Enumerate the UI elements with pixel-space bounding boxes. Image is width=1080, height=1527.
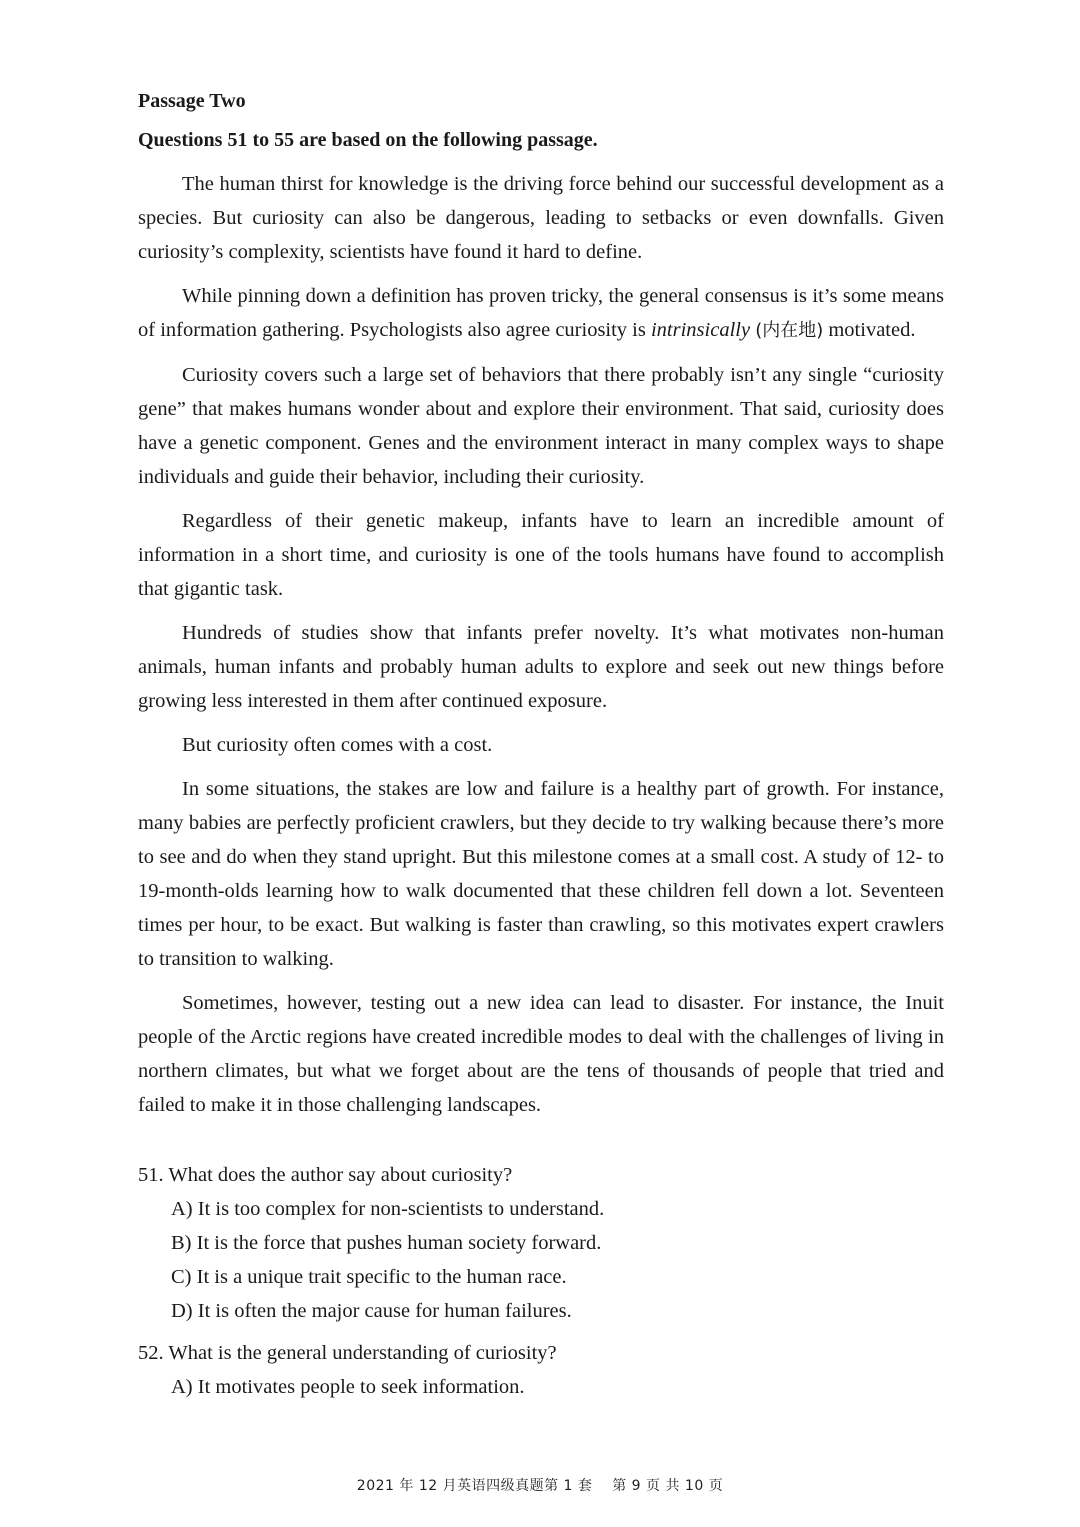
page-footer [0, 1475, 1080, 1495]
passage-title: Passage Two [138, 90, 246, 112]
option-d: D) It is often the major cause for human failures. [171, 1300, 572, 1322]
document-page [138, 88, 944, 1412]
paragraph-2-text: While pinning down a definition has proven tricky, the general consensus is it’s some means of information gathering. Psychologists also agree curiosity is [138, 285, 944, 341]
paragraph-4: Regardless of their genetic makeup, infants have to learn an incredible amount of information in a short time, and curiosity is one of the tools humans have found to accomplish that gigantic task. [138, 510, 944, 600]
paragraph-2-end: motivated. [823, 319, 916, 341]
question-list [138, 1158, 944, 1404]
question-stem: 52. What is the general understanding of curiosity? [138, 1342, 557, 1364]
passage-instruction: Questions 51 to 55 are based on the following passage. [138, 129, 598, 151]
option-a: A) It motivates people to seek information. [171, 1376, 525, 1398]
option-c: C) It is a unique trait specific to the human race. [171, 1266, 567, 1288]
question-stem: 51. What does the author say about curiosity? [138, 1164, 513, 1186]
paragraph-1: The human thirst for knowledge is the driving force behind our successful development as a species. But curiosity can also be dangerous, leading to setbacks or even downfalls. Given curiosity’s complexity, scientists have found it hard to define. [138, 173, 944, 263]
footer-page-number: 第 9 页 共 10 页 [612, 1478, 724, 1494]
paragraph-3: Curiosity covers such a large set of behaviors that there probably isn’t any single “curiosity gene” that makes humans wonder about and explore their environment. That said, curiosity does have a genetic component. Genes and the environment interact in many complex ways to shape individuals and guide their behavior, including their curiosity. [138, 364, 944, 488]
footer-exam-title: 2021 年 12 月英语四级真题第 1 套 [356, 1478, 593, 1494]
question-52 [138, 1336, 944, 1404]
paragraph-7: In some situations, the stakes are low and failure is a healthy part of growth. For instance, many babies are perfectly proficient crawlers, but they decide to try walking because there’s more to see and do when they stand upright. But this milestone comes at a small cost. A study of 12- to 19-month-olds learning how to walk documented that these children fell down a lot. Seventeen times per hour, to be exact. But walking is faster than crawling, so this motivates expert crawlers to transition to walking. [138, 778, 944, 970]
italic-term: intrinsically [650, 319, 751, 341]
chinese-gloss: (内在地) [755, 320, 824, 341]
option-a: A) It is too complex for non-scientists to understand. [171, 1198, 605, 1220]
paragraph-8: Sometimes, however, testing out a new idea can lead to disaster. For instance, the Inuit people of the Arctic regions have created incredible modes to deal with the challenges of living in northern climates, but what we forget about are the tens of thousands of people that tried and failed to make it in those challenging landscapes. [138, 992, 944, 1116]
paragraph-2 [138, 279, 944, 348]
paragraph-5: Hundreds of studies show that infants prefer novelty. It’s what motivates non-human animals, human infants and probably human adults to explore and seek out new things before growing less interested in them after continued exposure. [138, 622, 944, 712]
option-b: B) It is the force that pushes human society forward. [171, 1232, 602, 1254]
paragraph-6: But curiosity often comes with a cost. [182, 734, 493, 756]
question-51 [138, 1158, 944, 1328]
